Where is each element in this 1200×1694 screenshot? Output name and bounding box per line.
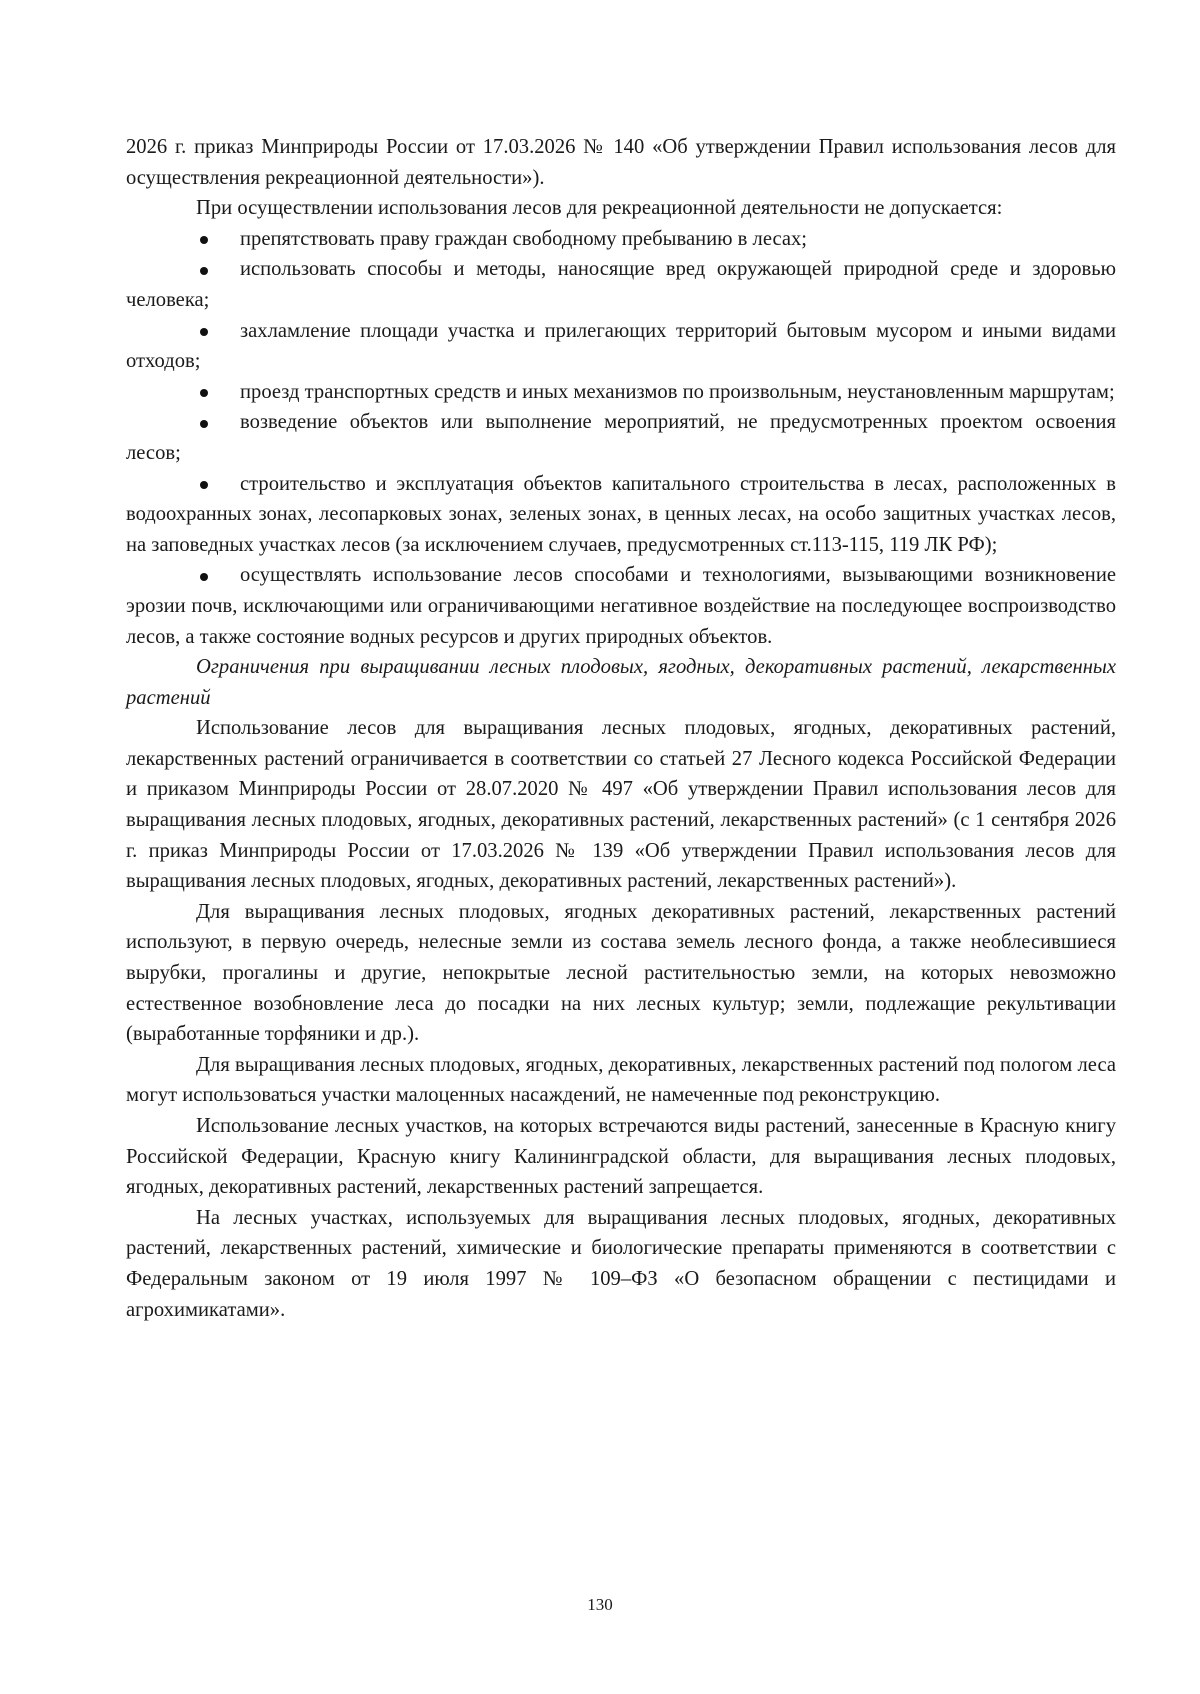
bullet-item xyxy=(126,254,1116,315)
bullet-text: возведение объектов или выполнение мероприятий, не предусмотренных проектом освоения лесов; xyxy=(126,411,1116,464)
bullet-icon xyxy=(196,254,240,285)
bullet-icon xyxy=(196,316,240,347)
paragraph-red-book: Использование лесных участков, на которых встречаются виды растений, занесенные в Красную книгу Российской Федерации, Красную книгу Калининградской области, для выращивания лесных плодовых, ягодных, декоративных растений, лекарственных растений запрещается. xyxy=(126,1115,1116,1199)
paragraph-chemicals: На лесных участках, используемых для выращивания лесных плодовых, ягодных, декоративных растений, лекарственных растений, химические и биологические препараты применяются в соответствии с Федеральным законом от 19 июля 1997 № 109–ФЗ «О безопасном обращении с пестицидами и агрохимикатами». xyxy=(126,1206,1116,1321)
bullet-text: захламление площади участка и прилегающих территорий бытовым мусором и иными видами отходов; xyxy=(126,319,1116,373)
bullet-text: препятствовать праву граждан свободному пребыванию в лесах; xyxy=(240,227,808,250)
paragraph-canopy: Для выращивания лесных плодовых, ягодных, декоративных, лекарственных растений под пологом леса могут использоваться участки малоценных насаждений, не намеченные под реконструкцию. xyxy=(126,1053,1116,1107)
page-number: 130 xyxy=(587,1595,613,1614)
bullet-text: осуществлять использование лесов способами и технологиями, вызывающими возникновение эрозии почв, исключающими или ограничивающими негативное воздействие на последующее воспроизводство лесов, а также состояние водных ресурсов и других природных объектов. xyxy=(126,564,1116,648)
bullet-text: проезд транспортных средств и иных механизмов по произвольным, неустановленным маршрутам; xyxy=(240,380,1115,403)
section-heading: Ограничения при выращивании лесных плодовых, ягодных, декоративных растений, лекарственных растений xyxy=(126,656,1116,709)
bullet-icon xyxy=(196,560,240,591)
paragraph-land-use: Для выращивания лесных плодовых, ягодных декоративных растений, лекарственных растений используют, в первую очередь, нелесные земли из состава земель лесного фонда, а также необлесившиеся вырубки, прогалины и другие, непокрытые лесной растительностью земли, на которых невозможно естественное возобновление леса до посадки на них лесных культур; земли, подлежащие рекультивации (выработанные торфяники и др.). xyxy=(126,900,1116,1046)
bullet-item xyxy=(126,560,1116,652)
paragraph-restrictions-intro: При осуществлении использования лесов для рекреационной деятельности не допускается: xyxy=(196,197,1003,220)
bullet-item xyxy=(126,377,1116,408)
bullet-icon xyxy=(196,377,240,408)
paragraph-continuation: 2026 г. приказ Минприроды России от 17.03.2026 № 140 «Об утверждении Правил использования лесов для осуществления рекреационной деятельности»). xyxy=(126,136,1116,189)
bullet-icon xyxy=(196,224,240,255)
bullet-text: строительство и эксплуатация объектов капитального строительства в лесах, расположенных в водоохранных зонах, лесопарковых зонах, зеленых зонах, в ценных лесах, на особо защитных участках лесов, на заповедных участках лесов (за исключением случаев, предусмотренных ст.113-115, 119 ЛК РФ); xyxy=(126,472,1116,556)
bullet-item xyxy=(126,469,1116,561)
bullet-item xyxy=(126,407,1116,468)
paragraph-usage-limits: Использование лесов для выращивания лесных плодовых, ягодных, декоративных растений, лекарственных растений ограничивается в соответствии со статьей 27 Лесного кодекса Российской Федерации и приказом Минприроды России от 28.07.2020 № 497 «Об утверждении Правил использования лесов для выращивания лесных плодовых, ягодных, декоративных растений, лекарственных растений» (с 1 сентября 2026 г. приказ Минприроды России от 17.03.2026 № 139 «Об утверждении Правил использования лесов для выращивания лесных плодовых, ягодных, декоративных растений, лекарственных растений»). xyxy=(126,717,1116,893)
bullet-item xyxy=(126,316,1116,377)
document-body xyxy=(126,132,1116,1325)
bullet-icon xyxy=(196,407,240,438)
bullet-icon xyxy=(196,469,240,500)
bullet-item xyxy=(126,224,1116,255)
bullet-text: использовать способы и методы, наносящие вред окружающей природной среде и здоровью человека; xyxy=(126,258,1116,311)
